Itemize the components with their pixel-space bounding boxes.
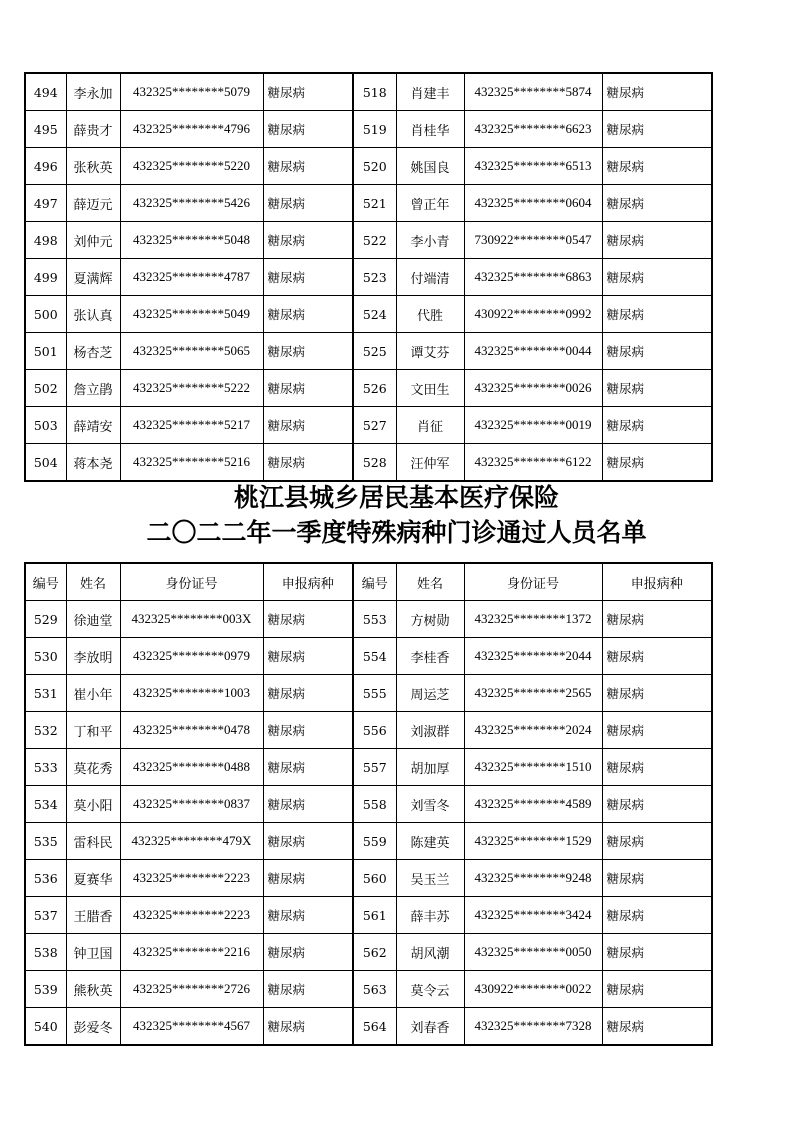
cell-number: 539 — [25, 971, 66, 1008]
cell-number: 528 — [353, 444, 396, 482]
cell-name: 胡加厚 — [396, 749, 464, 786]
cell-name: 徐迪堂 — [66, 601, 120, 638]
cell-id-number: 432325********6122 — [464, 444, 602, 482]
cell-number: 555 — [353, 675, 396, 712]
cell-disease: 糖尿病 — [602, 296, 712, 333]
cell-id-number: 430922********0022 — [464, 971, 602, 1008]
cell-id-number: 432325********2024 — [464, 712, 602, 749]
cell-id-number: 432325********5222 — [120, 370, 263, 407]
cell-disease: 糖尿病 — [263, 638, 353, 675]
cell-id-number: 432325********479X — [120, 823, 263, 860]
header-num: 编号 — [25, 563, 66, 601]
cell-id-number: 432325********0979 — [120, 638, 263, 675]
cell-number: 518 — [353, 73, 396, 111]
cell-name: 周运芝 — [396, 675, 464, 712]
cell-disease: 糖尿病 — [263, 823, 353, 860]
cell-number: 560 — [353, 860, 396, 897]
cell-disease: 糖尿病 — [602, 601, 712, 638]
cell-disease: 糖尿病 — [602, 897, 712, 934]
cell-name: 姚国良 — [396, 148, 464, 185]
cell-id-number: 432325********6513 — [464, 148, 602, 185]
cell-disease: 糖尿病 — [602, 370, 712, 407]
cell-id-number: 432325********0604 — [464, 185, 602, 222]
cell-disease: 糖尿病 — [263, 222, 353, 259]
cell-id-number: 432325********2044 — [464, 638, 602, 675]
cell-name: 刘雪冬 — [396, 786, 464, 823]
cell-name: 詹立鹃 — [66, 370, 120, 407]
cell-name: 崔小年 — [66, 675, 120, 712]
cell-number: 495 — [25, 111, 66, 148]
table-row — [25, 185, 712, 222]
cell-name: 李桂香 — [396, 638, 464, 675]
cell-number: 522 — [353, 222, 396, 259]
cell-number: 494 — [25, 73, 66, 111]
table-row — [25, 786, 712, 823]
cell-id-number: 432325********0837 — [120, 786, 263, 823]
cell-number: 520 — [353, 148, 396, 185]
header-name: 姓名 — [66, 563, 120, 601]
cell-number: 521 — [353, 185, 396, 222]
cell-number: 502 — [25, 370, 66, 407]
cell-name: 刘仲元 — [66, 222, 120, 259]
cell-id-number: 730922********0547 — [464, 222, 602, 259]
cell-id-number: 432325********5874 — [464, 73, 602, 111]
cell-id-number: 432325********5216 — [120, 444, 263, 482]
cell-number: 523 — [353, 259, 396, 296]
header-disease: 申报病种 — [263, 563, 353, 601]
cell-disease: 糖尿病 — [263, 786, 353, 823]
cell-name: 代胜 — [396, 296, 464, 333]
table-row — [25, 148, 712, 185]
cell-id-number: 432325********4589 — [464, 786, 602, 823]
cell-number: 532 — [25, 712, 66, 749]
cell-id-number: 432325********1003 — [120, 675, 263, 712]
cell-disease: 糖尿病 — [263, 860, 353, 897]
cell-number: 556 — [353, 712, 396, 749]
cell-name: 夏赛华 — [66, 860, 120, 897]
cell-disease: 糖尿病 — [263, 111, 353, 148]
cell-disease: 糖尿病 — [263, 749, 353, 786]
table-row — [25, 971, 712, 1008]
cell-id-number: 432325********2223 — [120, 897, 263, 934]
cell-name: 曾正年 — [396, 185, 464, 222]
cell-disease: 糖尿病 — [602, 444, 712, 482]
header-name: 姓名 — [396, 563, 464, 601]
cell-id-number: 432325********4796 — [120, 111, 263, 148]
table-row — [25, 1008, 712, 1046]
cell-id-number: 432325********2223 — [120, 860, 263, 897]
cell-name: 莫小阳 — [66, 786, 120, 823]
cell-name: 汪仲军 — [396, 444, 464, 482]
header-row — [25, 563, 712, 601]
cell-number: 562 — [353, 934, 396, 971]
cell-name: 熊秋英 — [66, 971, 120, 1008]
cell-name: 薛丰苏 — [396, 897, 464, 934]
cell-number: 525 — [353, 333, 396, 370]
cell-disease: 糖尿病 — [602, 73, 712, 111]
cell-number: 527 — [353, 407, 396, 444]
cell-id-number: 432325********0044 — [464, 333, 602, 370]
table-row — [25, 897, 712, 934]
cell-id-number: 432325********003X — [120, 601, 263, 638]
cell-disease: 糖尿病 — [602, 222, 712, 259]
table-row — [25, 749, 712, 786]
cell-disease: 糖尿病 — [263, 407, 353, 444]
cell-name: 刘春香 — [396, 1008, 464, 1046]
cell-disease: 糖尿病 — [602, 786, 712, 823]
cell-id-number: 432325********2565 — [464, 675, 602, 712]
cell-number: 561 — [353, 897, 396, 934]
cell-number: 531 — [25, 675, 66, 712]
cell-disease: 糖尿病 — [602, 1008, 712, 1046]
cell-name: 肖桂华 — [396, 111, 464, 148]
cell-number: 536 — [25, 860, 66, 897]
header-disease: 申报病种 — [602, 563, 712, 601]
cell-id-number: 432325********0478 — [120, 712, 263, 749]
cell-disease: 糖尿病 — [263, 1008, 353, 1046]
cell-name: 杨杏芝 — [66, 333, 120, 370]
roster-table-bottom — [24, 562, 713, 1046]
cell-name: 陈建英 — [396, 823, 464, 860]
header-num: 编号 — [353, 563, 396, 601]
header-id: 身份证号 — [120, 563, 263, 601]
cell-id-number: 432325********1529 — [464, 823, 602, 860]
cell-disease: 糖尿病 — [263, 444, 353, 482]
cell-number: 559 — [353, 823, 396, 860]
cell-name: 李小青 — [396, 222, 464, 259]
cell-disease: 糖尿病 — [263, 148, 353, 185]
table-row — [25, 407, 712, 444]
cell-number: 496 — [25, 148, 66, 185]
table-row — [25, 222, 712, 259]
cell-name: 张秋英 — [66, 148, 120, 185]
cell-disease: 糖尿病 — [263, 370, 353, 407]
cell-id-number: 432325********5426 — [120, 185, 263, 222]
cell-id-number: 432325********5048 — [120, 222, 263, 259]
cell-name: 丁和平 — [66, 712, 120, 749]
cell-disease: 糖尿病 — [263, 675, 353, 712]
cell-name: 肖建丰 — [396, 73, 464, 111]
cell-name: 李永加 — [66, 73, 120, 111]
cell-name: 夏满辉 — [66, 259, 120, 296]
cell-name: 莫花秀 — [66, 749, 120, 786]
cell-disease: 糖尿病 — [263, 185, 353, 222]
cell-id-number: 432325********7328 — [464, 1008, 602, 1046]
cell-disease: 糖尿病 — [602, 860, 712, 897]
cell-id-number: 432325********5217 — [120, 407, 263, 444]
cell-id-number: 432325********0019 — [464, 407, 602, 444]
cell-number: 537 — [25, 897, 66, 934]
cell-disease: 糖尿病 — [602, 971, 712, 1008]
cell-number: 526 — [353, 370, 396, 407]
table-row — [25, 860, 712, 897]
cell-id-number: 432325********5079 — [120, 73, 263, 111]
cell-disease: 糖尿病 — [602, 333, 712, 370]
cell-name: 吴玉兰 — [396, 860, 464, 897]
cell-number: 553 — [353, 601, 396, 638]
header-id: 身份证号 — [464, 563, 602, 601]
table-row — [25, 712, 712, 749]
cell-number: 557 — [353, 749, 396, 786]
cell-name: 雷科民 — [66, 823, 120, 860]
cell-id-number: 432325********0026 — [464, 370, 602, 407]
cell-id-number: 432325********1510 — [464, 749, 602, 786]
cell-number: 533 — [25, 749, 66, 786]
cell-id-number: 432325********6623 — [464, 111, 602, 148]
cell-number: 501 — [25, 333, 66, 370]
cell-name: 王腊香 — [66, 897, 120, 934]
cell-disease: 糖尿病 — [602, 638, 712, 675]
cell-name: 薛靖安 — [66, 407, 120, 444]
cell-id-number: 432325********9248 — [464, 860, 602, 897]
cell-number: 529 — [25, 601, 66, 638]
cell-number: 519 — [353, 111, 396, 148]
table-row — [25, 296, 712, 333]
title-line-2: 二〇二二年一季度特殊病种门诊通过人员名单 — [146, 518, 647, 547]
cell-disease: 糖尿病 — [263, 971, 353, 1008]
cell-number: 504 — [25, 444, 66, 482]
cell-disease: 糖尿病 — [602, 675, 712, 712]
cell-number: 524 — [353, 296, 396, 333]
cell-disease: 糖尿病 — [602, 111, 712, 148]
cell-name: 薛贵才 — [66, 111, 120, 148]
cell-name: 文田生 — [396, 370, 464, 407]
cell-disease: 糖尿病 — [602, 823, 712, 860]
cell-number: 535 — [25, 823, 66, 860]
cell-name: 彭爱冬 — [66, 1008, 120, 1046]
cell-id-number: 432325********4567 — [120, 1008, 263, 1046]
cell-number: 530 — [25, 638, 66, 675]
cell-disease: 糖尿病 — [263, 259, 353, 296]
cell-number: 498 — [25, 222, 66, 259]
table-row — [25, 73, 712, 111]
cell-number: 499 — [25, 259, 66, 296]
cell-disease: 糖尿病 — [263, 73, 353, 111]
cell-id-number: 432325********0488 — [120, 749, 263, 786]
table-row — [25, 638, 712, 675]
cell-name: 李放明 — [66, 638, 120, 675]
cell-number: 563 — [353, 971, 396, 1008]
cell-id-number: 432325********1372 — [464, 601, 602, 638]
cell-disease: 糖尿病 — [602, 934, 712, 971]
roster-table-top — [24, 72, 713, 482]
table-row — [25, 333, 712, 370]
cell-id-number: 432325********3424 — [464, 897, 602, 934]
table-row — [25, 601, 712, 638]
cell-disease: 糖尿病 — [602, 185, 712, 222]
cell-disease: 糖尿病 — [602, 712, 712, 749]
cell-name: 刘淑群 — [396, 712, 464, 749]
cell-number: 558 — [353, 786, 396, 823]
cell-disease: 糖尿病 — [602, 407, 712, 444]
table-row — [25, 259, 712, 296]
cell-number: 554 — [353, 638, 396, 675]
cell-name: 钟卫国 — [66, 934, 120, 971]
cell-number: 500 — [25, 296, 66, 333]
cell-id-number: 432325********6863 — [464, 259, 602, 296]
cell-name: 方树勋 — [396, 601, 464, 638]
cell-disease: 糖尿病 — [263, 712, 353, 749]
cell-disease: 糖尿病 — [602, 148, 712, 185]
cell-name: 谭艾芬 — [396, 333, 464, 370]
cell-name: 莫令云 — [396, 971, 464, 1008]
table-row — [25, 675, 712, 712]
document-title — [0, 480, 793, 550]
cell-disease: 糖尿病 — [263, 897, 353, 934]
cell-name: 肖征 — [396, 407, 464, 444]
cell-number: 540 — [25, 1008, 66, 1046]
cell-number: 538 — [25, 934, 66, 971]
title-line-1: 桃江县城乡居民基本医疗保险 — [233, 483, 559, 512]
cell-id-number: 432325********2216 — [120, 934, 263, 971]
cell-id-number: 432325********5220 — [120, 148, 263, 185]
cell-id-number: 432325********5049 — [120, 296, 263, 333]
cell-name: 蒋本尧 — [66, 444, 120, 482]
cell-name: 张认真 — [66, 296, 120, 333]
table-row — [25, 111, 712, 148]
cell-id-number: 432325********0050 — [464, 934, 602, 971]
cell-name: 薛迈元 — [66, 185, 120, 222]
table-row — [25, 934, 712, 971]
cell-disease: 糖尿病 — [263, 296, 353, 333]
cell-disease: 糖尿病 — [263, 934, 353, 971]
cell-disease: 糖尿病 — [263, 333, 353, 370]
cell-disease: 糖尿病 — [602, 259, 712, 296]
cell-number: 497 — [25, 185, 66, 222]
table-row — [25, 823, 712, 860]
cell-id-number: 432325********5065 — [120, 333, 263, 370]
cell-disease: 糖尿病 — [263, 601, 353, 638]
cell-id-number: 432325********4787 — [120, 259, 263, 296]
table-row — [25, 444, 712, 482]
cell-id-number: 430922********0992 — [464, 296, 602, 333]
cell-number: 564 — [353, 1008, 396, 1046]
cell-id-number: 432325********2726 — [120, 971, 263, 1008]
cell-disease: 糖尿病 — [602, 749, 712, 786]
table-row — [25, 370, 712, 407]
cell-name: 胡风潮 — [396, 934, 464, 971]
cell-number: 534 — [25, 786, 66, 823]
cell-number: 503 — [25, 407, 66, 444]
cell-name: 付端清 — [396, 259, 464, 296]
